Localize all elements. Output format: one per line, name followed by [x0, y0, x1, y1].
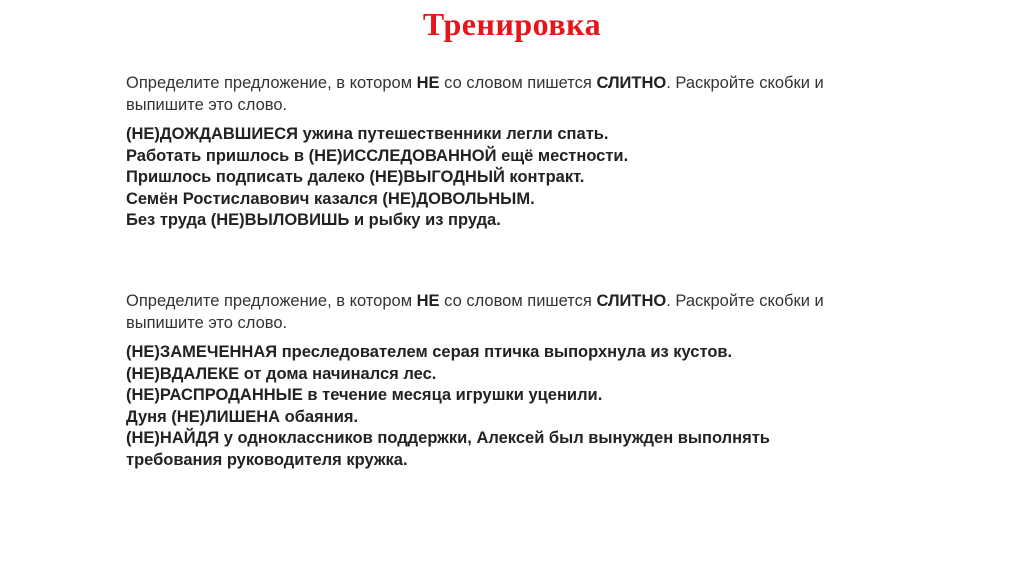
sentence: требования руководителя кружка. — [126, 450, 408, 469]
instruction-keyword-slitno: СЛИТНО — [596, 74, 667, 92]
instruction-text: Определите предложение, в котором — [126, 292, 417, 310]
task-1-instruction — [126, 72, 846, 116]
instruction-text: со словом пишется — [439, 74, 597, 92]
sentence: Дуня (НЕ)ЛИШЕНА обаяния. — [126, 407, 359, 426]
instruction-keyword-ne: НЕ — [416, 292, 440, 310]
instruction-keyword-ne: НЕ — [416, 74, 440, 92]
task-2 — [126, 290, 846, 471]
task-2-instruction — [126, 290, 846, 334]
sentence: (НЕ)ДОЖДАВШИЕСЯ ужина путешественники легли спать. — [126, 125, 609, 143]
instruction-text: со словом пишется — [439, 292, 597, 310]
instruction-text: . Раскройте скобки и выпишите это слово. — [126, 292, 824, 332]
slide-title: Тренировка — [422, 6, 602, 42]
sentence: Пришлось подписать далеко (НЕ)ВЫГОДНЫЙ контракт. — [126, 168, 585, 186]
sentence: (НЕ)НАЙДЯ у одноклассников поддержки, Алексей был вынужден выполнять — [126, 429, 770, 447]
instruction-text: . Раскройте скобки и выпишите это слово. — [126, 74, 824, 114]
task-1-sentence-list — [126, 124, 846, 232]
sentence: Семён Ростиславович казался (НЕ)ДОВОЛЬНЫМ. — [126, 189, 535, 208]
sentence: (НЕ)ВДАЛЕКЕ от дома начинался лес. — [126, 364, 437, 383]
instruction-text: Определите предложение, в котором — [126, 74, 417, 92]
sentence: Без труда (НЕ)ВЫЛОВИШЬ и рыбку из пруда. — [126, 211, 501, 229]
sentence: (НЕ)РАСПРОДАННЫЕ в течение месяца игрушки уценили. — [126, 386, 603, 404]
task-2-sentence-list — [126, 342, 846, 471]
task-1 — [126, 72, 846, 232]
instruction-keyword-slitno: СЛИТНО — [596, 292, 667, 310]
sentence: Работать пришлось в (НЕ)ИССЛЕДОВАННОЙ ещё местности. — [126, 146, 629, 165]
sentence: (НЕ)ЗАМЕЧЕННАЯ преследователем серая птичка выпорхнула из кустов. — [126, 343, 733, 361]
